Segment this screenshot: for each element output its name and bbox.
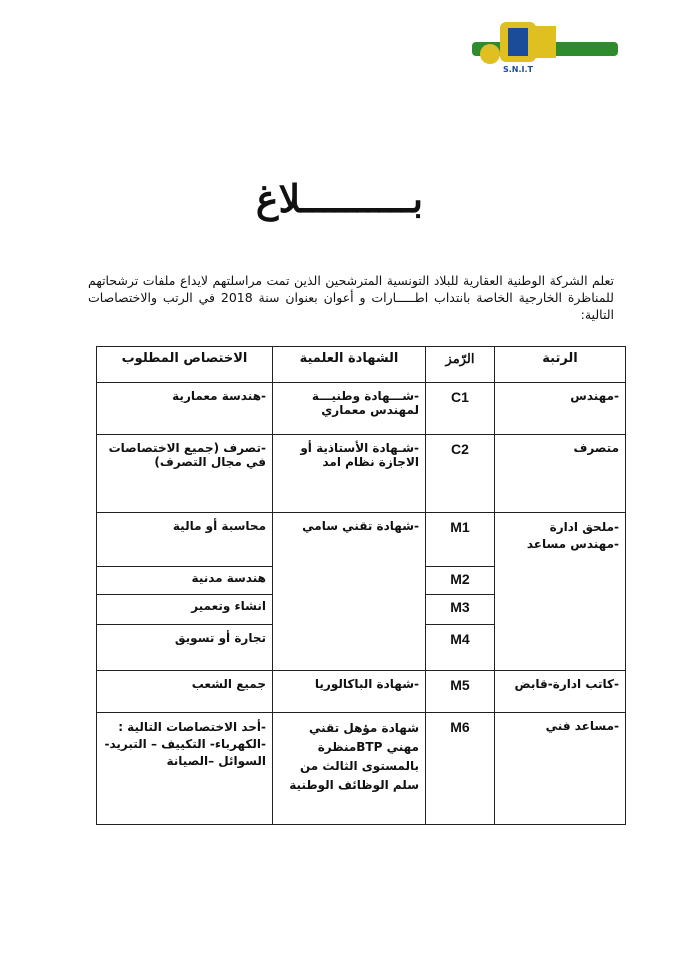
header-spec: الاختصاص المطلوب (97, 347, 273, 383)
page-title: بــــــــــلاغ (255, 176, 424, 221)
table-header-row (97, 347, 626, 383)
table-row (97, 513, 626, 567)
code-cell: C2 (426, 435, 495, 513)
spec-cell: جميع الشعب (97, 671, 273, 713)
table-row (97, 383, 626, 435)
snit-logo (470, 16, 620, 76)
spec-cell: تجارة أو تسويق (97, 625, 273, 671)
rank-cell: -مهندس (495, 383, 626, 435)
positions-table (96, 346, 626, 825)
spec-cell: -أحد الاختصاصات التالية : -الكهرباء- التكييف – التبريد- السوائل –الصيانة (97, 713, 273, 825)
cert-cell: -شـــهادة وطنيـــة لمهندس معماري (273, 383, 426, 435)
header-cert: الشهادة العلمية (273, 347, 426, 383)
spec-cell: محاسبة أو مالية (97, 513, 273, 567)
spec-cell: -تصرف (جميع الاختصاصات في مجال التصرف) (97, 435, 273, 513)
spec-cell: انشاء وتعمير (97, 595, 273, 625)
table-row (97, 671, 626, 713)
rank-cell: -كاتب ادارة-قابض (495, 671, 626, 713)
cert-cell: -شهادة تقني سامي (273, 513, 426, 671)
spec-cell: هندسة مدنية (97, 567, 273, 595)
rank-line: -ملحق ادارة -مهندس مساعد (526, 520, 619, 551)
code-cell: M5 (426, 671, 495, 713)
svg-text:S.N.I.T: S.N.I.T (502, 65, 534, 74)
code-cell: M4 (426, 625, 495, 671)
cert-cell: -شـهادة الأستاذية أو الاجازة نظام امد (273, 435, 426, 513)
code-cell: M1 (426, 513, 495, 567)
cert-cell: -شهادة الباكالوريا (273, 671, 426, 713)
intro-paragraph: تعلم الشركة الوطنية العقارية للبلاد التونسية المترشحين الذين تمت مراسلتهم لايداع ملفات ترشحاتهم للمناظرة الخارجية الخاصة بانتداب اطـــــارات و أعوان بعنوان سنة 2018 في الرتب والاختصاصات التالية: (88, 273, 614, 322)
rank-cell: -مساعد فني (495, 713, 626, 825)
header-code: الرّمز (426, 347, 495, 383)
table-row (97, 435, 626, 513)
rank-cell: متصرف (495, 435, 626, 513)
cert-cell: شهادة مؤهل تقني مهني BTPمنظرة بالمستوى الثالث من سلم الوظائف الوطنية (273, 713, 426, 825)
table-row (97, 713, 626, 825)
rank-cell (495, 513, 626, 671)
code-cell: C1 (426, 383, 495, 435)
header-rank: الرتبة (495, 347, 626, 383)
spec-cell: -هندسة معمارية (97, 383, 273, 435)
code-cell: M6 (426, 713, 495, 825)
code-cell: M3 (426, 595, 495, 625)
code-cell: M2 (426, 567, 495, 595)
